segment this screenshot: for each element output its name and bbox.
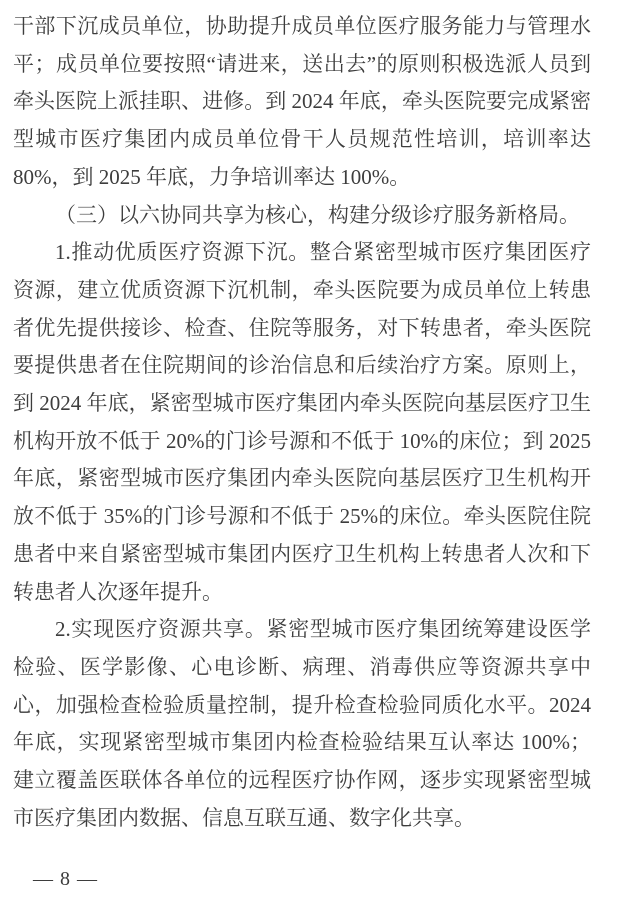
paragraph-item-1: 1.推动优质医疗资源下沉。整合紧密型城市医疗集团医疗资源，建立优质资源下沉机制，牵头医院要为成员单位上转患者优先提供接诊、检查、住院等服务，对下转患者，牵头医院要提供患者在住院期间的诊治信息和后续治疗方案。原则上，到 2024 年底，紧密型城市医疗集团内牵头医院向基层医疗卫生机构开放不低于 20%的门诊号源和不低于 10%的床位；到 2025 年底，紧密型城市医疗集团内牵头医院向基层医疗卫生机构开放不低于 35%的门诊号源和不低于 25%的床位。牵头医院住院患者中来自紧密型城市集团内医疗卫生机构上转患者人次和下转患者人次逐年提升。 — [13, 240, 591, 604]
paragraph-continuation: 干部下沉成员单位，协助提升成员单位医疗服务能力与管理水平；成员单位要按照“请进来，送出去”的原则积极选派人员到牵头医院上派挂职、进修。到 2024 年底，牵头医院要完成紧密型城市医疗集团内成员单位骨干人员规范性培训，培训率达 80%，到 2025 年底，力争培训率达 100%。 — [13, 14, 591, 189]
page-number: — 8 — — [33, 868, 98, 890]
section-heading: （三）以六协同共享为核心，构建分级诊疗服务新格局。 — [55, 202, 580, 227]
paragraph-item-2: 2.实现医疗资源共享。紧密型城市医疗集团统筹建设医学检验、医学影像、心电诊断、病理、消毒供应等资源共享中心，加强检查检验质量控制，提升检查检验同质化水平。2024 年底，实现紧密型城市集团内检查检验结果互认率达 100%；建立覆盖医联体各单位的远程医疗协作网，逐步实现紧密型城市医疗集团内数据、信息互联互通、数字化共享。 — [13, 617, 591, 830]
document-body — [13, 8, 591, 837]
